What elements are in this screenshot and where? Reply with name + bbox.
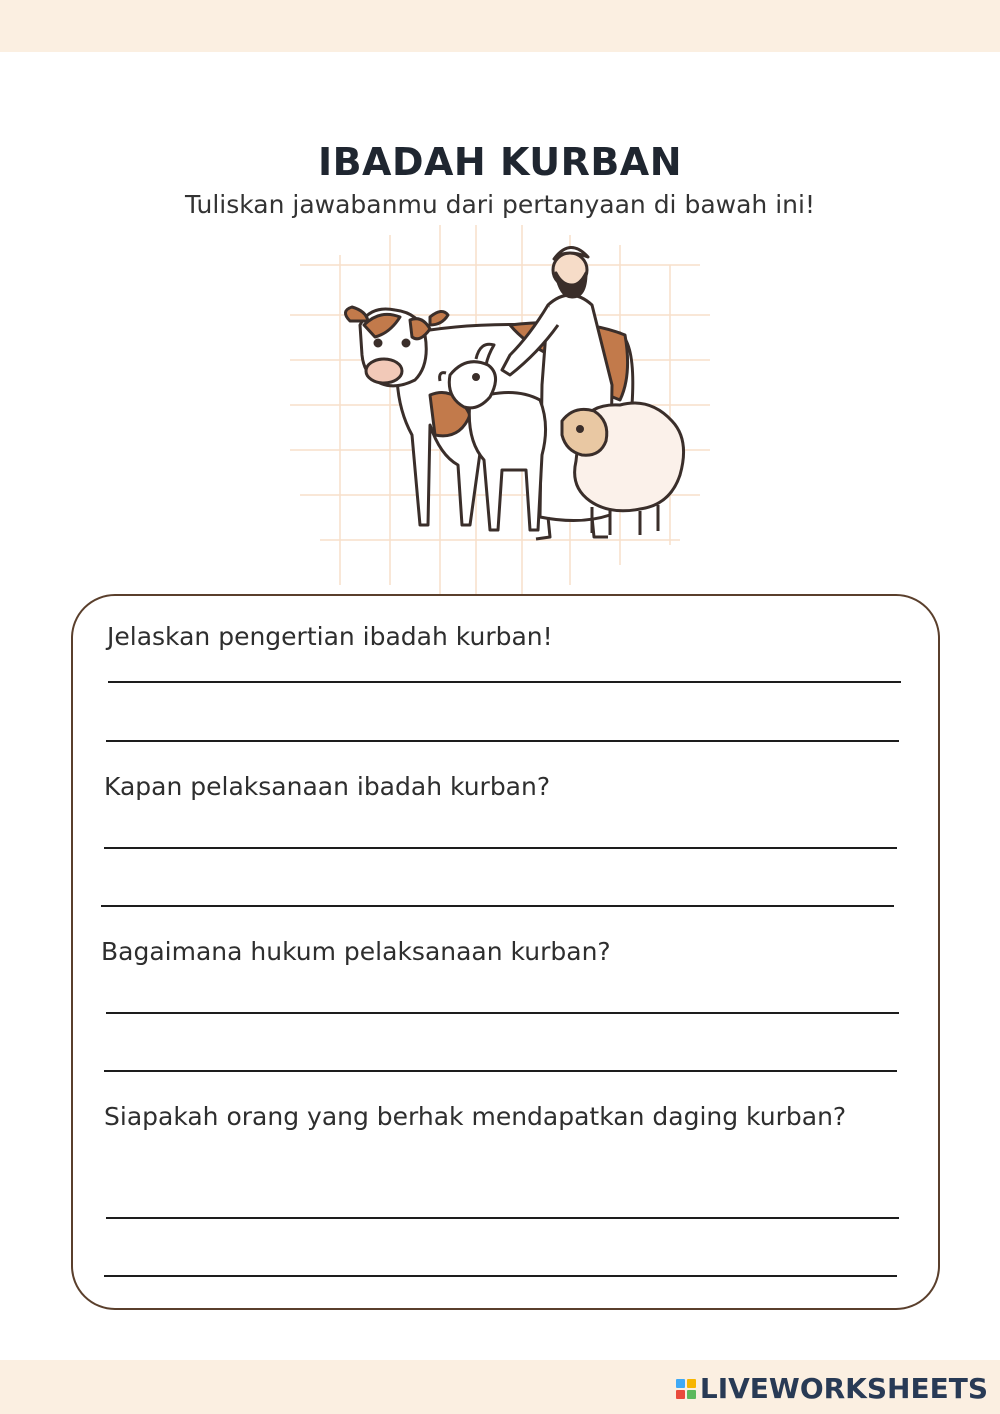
answer-line-2a[interactable] bbox=[104, 847, 897, 849]
liveworksheets-logo[interactable] bbox=[676, 1372, 988, 1405]
question-1: Jelaskan pengertian ibadah kurban! bbox=[107, 622, 553, 651]
liveworksheets-brand-text: LIVEWORKSHEETS bbox=[699, 1372, 988, 1405]
answer-line-3b[interactable] bbox=[104, 1070, 897, 1072]
question-3: Bagaimana hukum pelaksanaan kurban? bbox=[101, 937, 611, 966]
questions-box bbox=[71, 594, 940, 1310]
answer-line-1a[interactable] bbox=[108, 681, 901, 683]
top-band bbox=[0, 0, 1000, 52]
answer-line-4b[interactable] bbox=[104, 1275, 897, 1277]
question-4: Siapakah orang yang berhak mendapatkan daging kurban? bbox=[104, 1102, 847, 1131]
answer-line-4a[interactable] bbox=[106, 1217, 899, 1219]
answer-line-1b[interactable] bbox=[106, 740, 899, 742]
answer-line-3a[interactable] bbox=[106, 1012, 899, 1014]
worksheet-instruction: Tuliskan jawabanmu dari pertanyaan di bawah ini! bbox=[185, 190, 815, 219]
liveworksheets-logo-icon bbox=[676, 1379, 696, 1399]
question-2: Kapan pelaksanaan ibadah kurban? bbox=[104, 772, 551, 801]
worksheet-title: IBADAH KURBAN bbox=[317, 140, 683, 184]
answer-line-2b[interactable] bbox=[101, 905, 894, 907]
kurban-animals-illustration bbox=[280, 225, 720, 595]
